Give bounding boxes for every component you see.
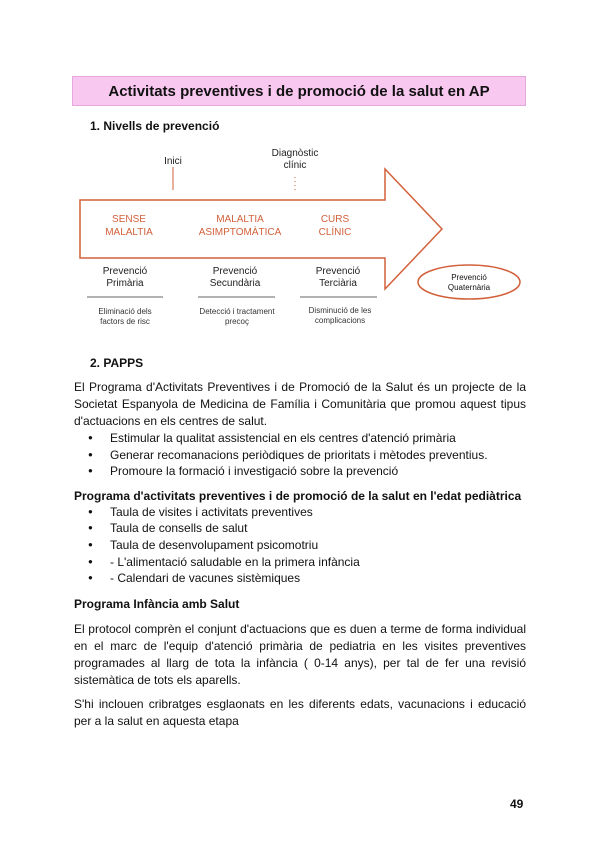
list-item: ● - L'alimentació saludable en la primera infància: [74, 554, 526, 571]
section-heading-1: 1. Nivells de prevenció: [90, 119, 220, 133]
quaternary-prevention: Prevenció Quaternària: [447, 273, 491, 292]
pediatric-list: [74, 504, 526, 587]
list-item: ● Taula de visites i activitats preventives: [74, 504, 526, 521]
infancia-paragraph-1: El protocol comprèn el conjunt d'actuacions que es duen a terme de forma individual en el marc de l'equip d'atenció primària de pediatria en les visites preventives programades al llarg de tota la infància ( 0-14 anys), per tal de fer una revisió sistemàtica de tots els aparells.: [74, 621, 526, 687]
list-item: ● Taula de consells de salut: [74, 520, 526, 537]
infancia-paragraph-2: S'hi inclouen cribratges esglaonats en les diferents edats, vacunacions i educació per a la salut en aquesta etapa: [74, 696, 526, 728]
label-inici: Inici: [164, 156, 182, 167]
stage-3: CURS CLÍNIC: [318, 214, 352, 238]
infancia-heading: Programa Infància amb Salut: [74, 596, 240, 611]
label-diagnostic: Diagnòstic clínic: [271, 148, 319, 171]
stage-1: SENSE MALALTIA: [105, 214, 153, 238]
prevention-diagram: [60, 140, 540, 340]
page-number: 49: [510, 797, 524, 811]
body-text: [74, 355, 526, 730]
level-tertiary: Prevenció Terciària: [315, 266, 361, 289]
level-secondary: Prevenció Secundària: [209, 266, 261, 289]
desc-secondary: Detecció i tractament precoç: [199, 307, 275, 326]
list-item: ● Taula de desenvolupament psicomotriu: [74, 537, 526, 554]
papps-intro: El Programa d'Activitats Preventives i de Promoció de la Salut és un projecte de la Societat Espanyola de Medicina de Família i Comunitària que promou aquest tipus d'actuacions en els centres de salut.: [74, 380, 526, 428]
list-item: ● - Calendari de vacunes sistèmiques: [74, 570, 526, 587]
page-title: Activitats preventives i de promoció de la salut en AP: [72, 76, 526, 106]
list-item: ● Generar recomanacions periòdiques de prioritats i mètodes preventius.: [74, 447, 526, 464]
desc-tertiary: Disminució de les complicacions: [308, 306, 372, 325]
pediatric-heading: Programa d'activitats preventives i de promoció de la salut en l'edat pediàtrica: [74, 488, 522, 503]
list-item: ● Estimular la qualitat assistencial en els centres d'atenció primària: [74, 430, 526, 447]
stage-2: MALALTIA ASIMPTOMÀTICA: [198, 214, 282, 238]
level-primary: Prevenció Primària: [102, 266, 148, 289]
desc-primary: Eliminació dels factors de risc: [98, 307, 152, 326]
list-item: ● Promoure la formació i investigació sobre la prevenció: [74, 463, 526, 480]
papps-list: [74, 430, 526, 480]
section-heading-2: 2. PAPPS: [90, 356, 144, 370]
